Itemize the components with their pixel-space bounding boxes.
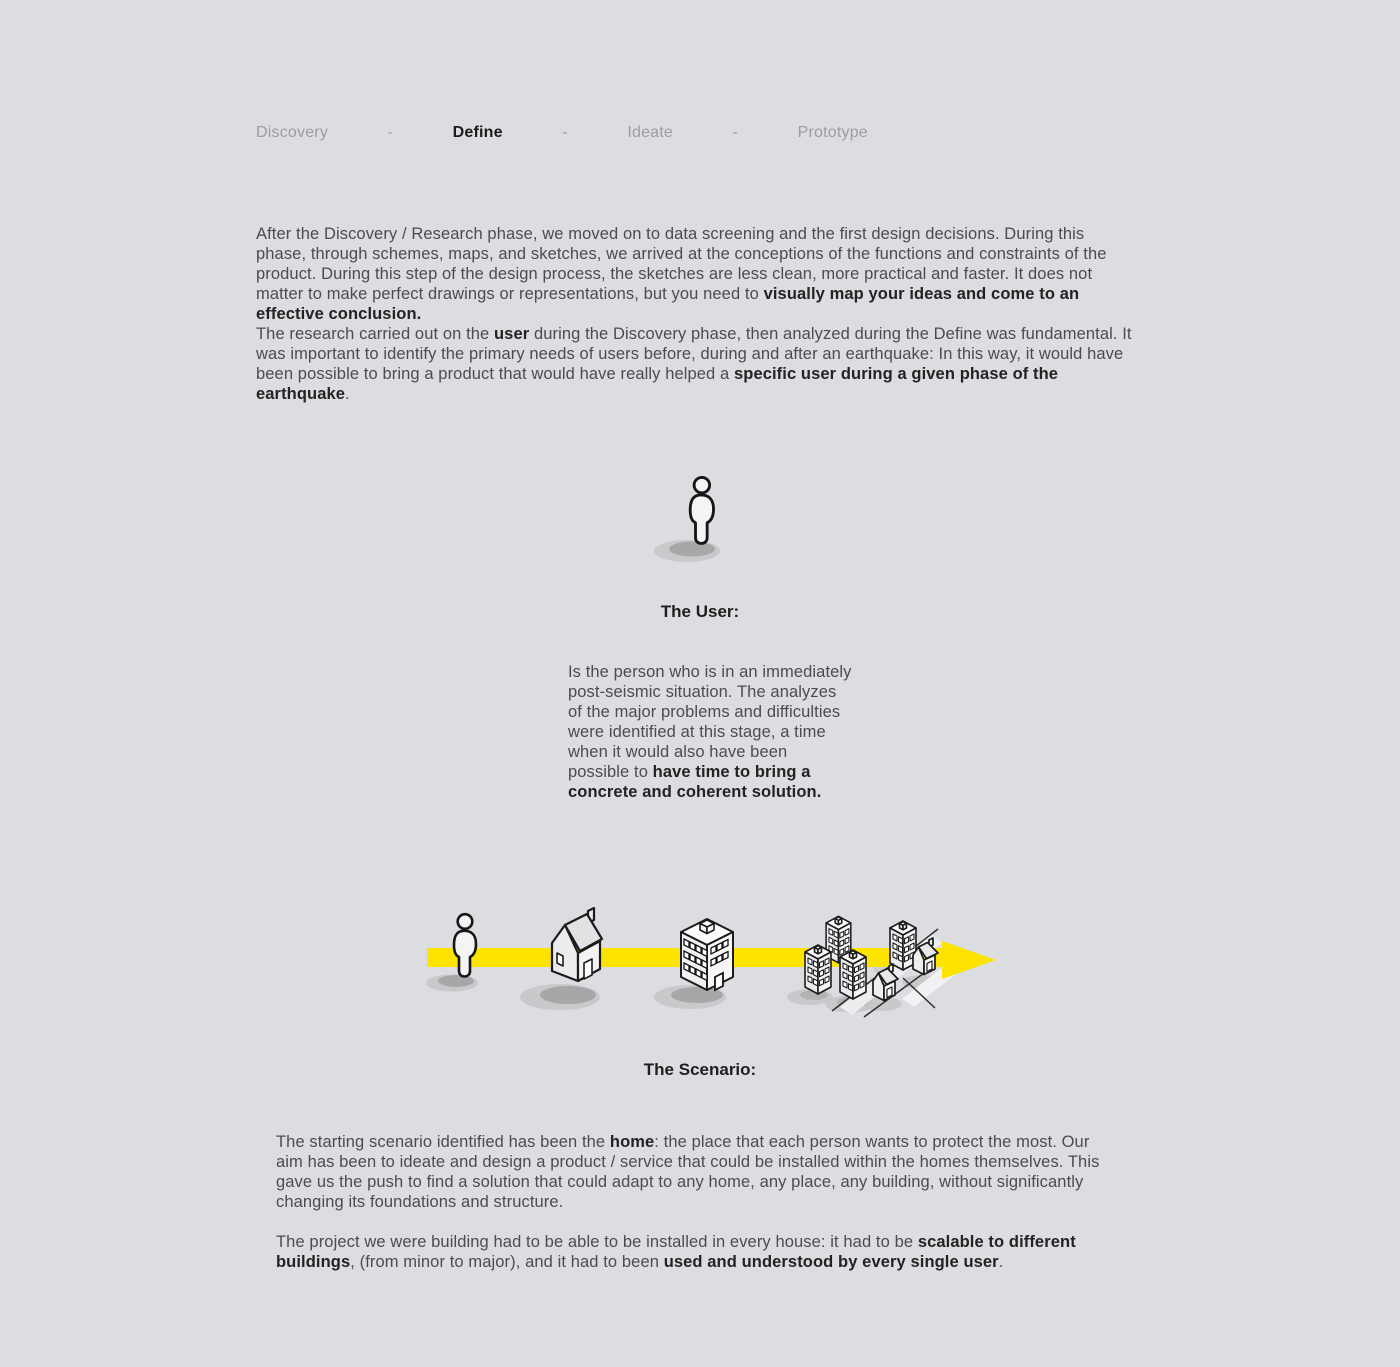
intro-p2-text: The research carried out on the [256, 325, 494, 343]
intro-p2-text: during the Discovery phase, then analyzed during the Define was fundamental. It was important to identify the primary needs of users before, during and after an earthquake: In this way, it would have been possible to bring a product that would have really helped a [256, 325, 1132, 383]
nav-separator: - [562, 124, 568, 141]
intro-paragraph-1 [256, 224, 1128, 324]
scenario-p2-bold-scalable: scalable to different buildings [276, 1233, 1076, 1271]
standing-person-icon [640, 470, 750, 570]
nav-item-define[interactable]: Define [452, 124, 503, 141]
intro-p2-text: . [345, 385, 350, 403]
scenario-p1-bold-home: home [609, 1133, 655, 1151]
intro-p1-bold: visually map your ideas and come to an effective conclusion. [256, 285, 1080, 323]
nav-item-discovery[interactable]: Discovery [256, 124, 329, 141]
city-tower [805, 945, 831, 994]
nav-separator: - [387, 124, 394, 141]
scenario-p2-bold-used: used and understood by every single user [663, 1253, 999, 1271]
nav-item-ideate[interactable]: Ideate [627, 124, 674, 141]
user-paragraph [568, 662, 852, 802]
scenario-p2-text: , (from minor to major), and it had to been [350, 1253, 664, 1271]
intro-p2-bold-user: user [494, 325, 530, 343]
user-para-text: Is the person who is in an immediately post-seismic situation. The analyzes of the major problems and difficulties were identified at this stage, a time when it would also have been possible to [568, 663, 852, 781]
scenario-p2-text: . [998, 1253, 1004, 1271]
intro-p1-text: After the Discovery / Research phase, we moved on to data screening and the first design decisions. During this phase, through schemes, maps, and sketches, we arrived at the conceptions of the functions and constraints of the product. During this step of the design process, the sketches are less clean, more practical and faster. It does not matter to make perfect drawings or representations, but you need to [256, 225, 1107, 303]
intro-p2-bold-phrase: specific user during a given phase of the earthquake [256, 365, 1059, 403]
user-para-bold: have time to bring a concrete and coherent solution. [568, 763, 822, 801]
scenario-p1-text: : the place that each person wants to protect the most. Our aim has been to ideate and design a product / service that could be installed within the homes themselves. This gave us the push to find a solution that could adapt to any home, any place, any building, without significantly changing its foundations and structure. [276, 1133, 1100, 1211]
scenario-p2-text: The project we were building had to be able to be installed in every house: it had to be [276, 1233, 918, 1251]
scenario-illustration [420, 895, 1010, 1050]
person-illustration-svg [640, 470, 750, 565]
scenario-illustration-svg [420, 895, 1010, 1045]
scenario-paragraph-1 [276, 1132, 1112, 1212]
scenario-section-heading: The Scenario: [643, 1060, 757, 1079]
scenario-p1-text: The starting scenario identified has been the [276, 1133, 610, 1151]
process-nav [256, 124, 868, 142]
nav-separator: - [732, 124, 739, 141]
city-tower [840, 950, 866, 999]
city-tower [890, 921, 916, 970]
intro-paragraph-2 [256, 324, 1146, 404]
nav-item-prototype[interactable]: Prototype [797, 124, 868, 141]
user-section-heading: The User: [660, 602, 740, 621]
scenario-paragraph-2 [276, 1232, 1128, 1272]
